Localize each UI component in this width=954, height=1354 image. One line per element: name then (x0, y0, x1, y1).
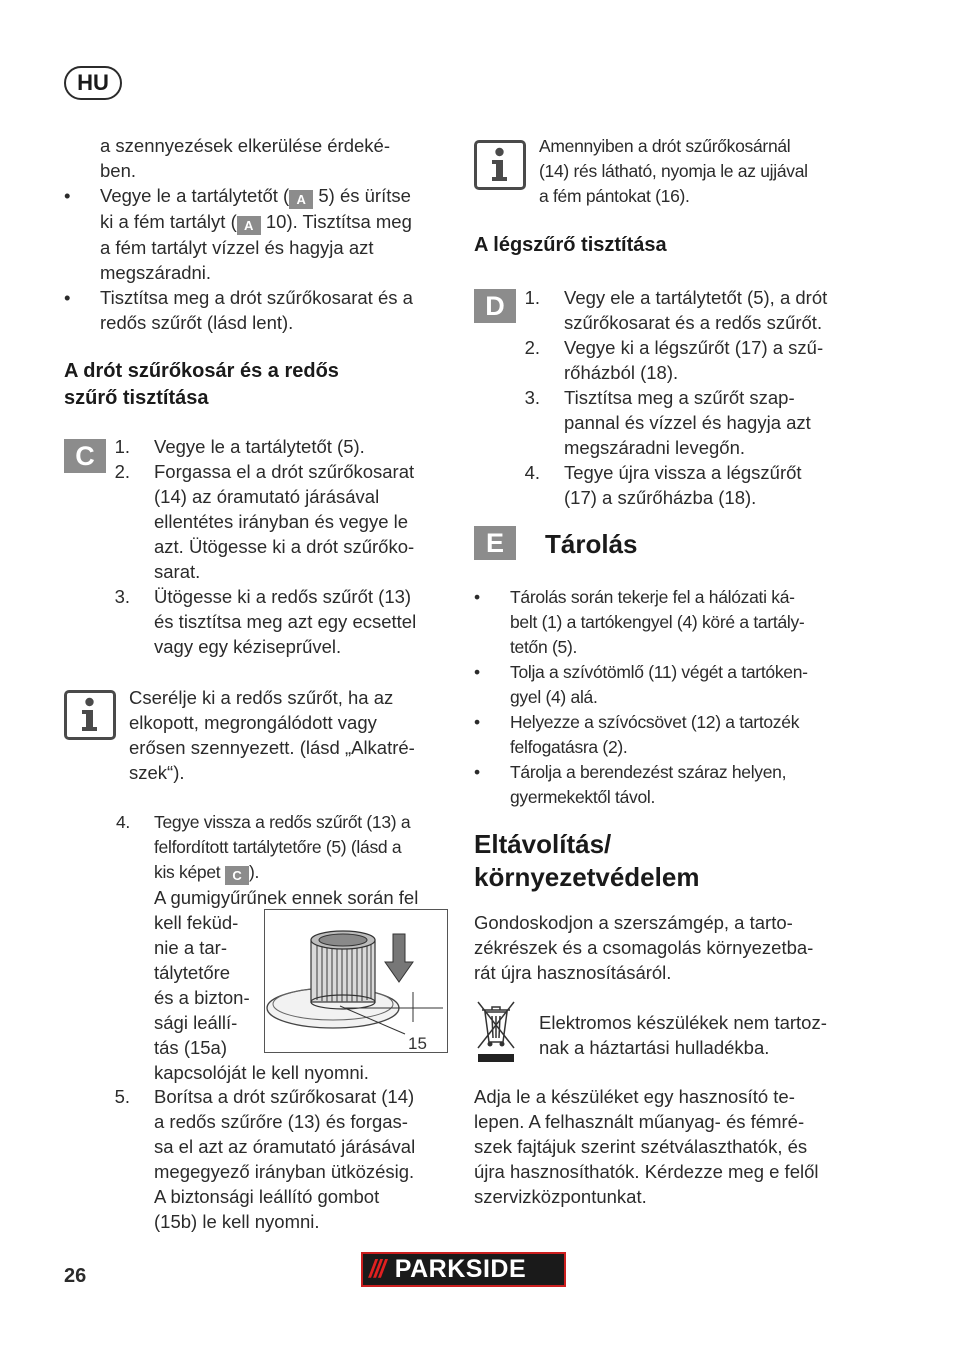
storage-bullets (474, 585, 864, 810)
info-note-replace-filter: Cserélje ki a redős szűrőt, ha az elkopott, megrongálódott vagy erősen szennyezett. (lásd „Alkatré- szek“). (129, 687, 415, 783)
step-d-4: 4. Tegye újra vissza a légszűrőt (17) a szűrőházba (18). (524, 462, 802, 508)
figure-label-15: 15 (408, 1034, 427, 1052)
step-d-3: 3. Tisztítsa meg a szűrőt szap- pannal és vízzel és hagyja azt megszáradni levegőn. (524, 387, 811, 458)
weee-notice: Elektromos készülékek nem tartoz- nak a háztartási hulladékba. (539, 1012, 827, 1058)
figure-a-tag: A (289, 190, 313, 209)
step-c-5: 5. Borítsa a drót szűrőkosarat (14) a redős szűrőre (13) és forgas- sa el azt az óramutató járásával megegyező irányban ütközésig. A biztonsági leállító gombot (15b) le kell nyomni. (114, 1086, 416, 1232)
section-e-letter-box: E (474, 526, 516, 560)
intro-continuation: a szennyezések elkerülése érdeké- ben. (100, 135, 390, 181)
language-badge: HU (64, 66, 122, 100)
section-c-letter-box: C (64, 439, 106, 473)
step-d-1: 1. Vegy ele a tartálytetőt (5), a drót szűrőkosarat és a redős szűrőt. (524, 287, 828, 333)
info-icon (474, 140, 526, 190)
info-icon (64, 690, 116, 740)
step-c-4-continued: A gumigyűrűnek ennek során fel kell feküd- nie a tar- tálytetőre és a bizton- sági leállí- tás (15a) kapcsolóját le kell nyomni. (154, 887, 419, 1083)
bullet-dot: • (64, 185, 71, 206)
steps-c-list (100, 434, 450, 659)
disposal-paragraph-1: Gondoskodjon a szerszámgép, a tarto- zékrészek és a csomagolás környezetba- rát újra hasznosításáról. (474, 912, 814, 983)
disposal-title: Eltávolítás/ környezetvédelem (474, 829, 700, 892)
step-c-3: 3. Ütögesse ki a redős szűrőt (13) és tisztítsa meg azt egy ecsettel vagy egy kéziseprűvel. (114, 586, 417, 657)
bullet-empty-container: • Vegye le a tartálytetőt ( A 5) és ürítse ki a fém tartályt ( A 10). Tisztítsa meg a fém tartályt vízzel és hagyja azt megszáradni. (64, 185, 412, 283)
storage-bullet: • Tárolás során tekerje fel a hálózati ká- belt (1) a tartókengyel (4) köré a tartály- tetőn (5). (474, 587, 805, 657)
parkside-logo (361, 1252, 566, 1287)
info-note-gap: Amennyiben a drót szűrőkosárnál (14) rés látható, nyomja le az ujjával a fém pántokat (16). (539, 136, 808, 206)
disposal-paragraph-2: Adja le a készüléket egy hasznosító te- lepen. A felhasznált műanyag- és fémré- szek fajtájuk szerint szétválaszthatók, és újra hasznosíthatók. Kérdezze meg e felől szervizközpontunkat. (474, 1086, 819, 1207)
filter-illustration (264, 909, 448, 1053)
section-c-title: A drót szűrőkosár és a redős szűrő tisztítása (64, 360, 339, 409)
logo-slashes: /// (369, 1255, 384, 1283)
logo-brand-text: PARKSIDE (394, 1255, 527, 1283)
storage-bullet: • Tárolja a berendezést száraz helyen, gyermekektől távol. (474, 762, 787, 807)
step-d-2: 2. Vegye ki a légszűrőt (17) a szű- rőházból (18). (524, 337, 824, 383)
bullet-dot: • (64, 287, 71, 308)
steps-d-list (510, 285, 870, 510)
section-e-title: Tárolás (545, 529, 638, 559)
weee-crossed-bin-icon (474, 998, 518, 1064)
bullet-clean-filters: • Tisztítsa meg a drót szűrőkosarat és a redős szűrőt (lásd lent). (64, 287, 413, 333)
storage-bullet: • Tolja a szívótömlő (11) végét a tartóken- gyel (4) alá. (474, 662, 808, 707)
page-number: 26 (64, 1265, 87, 1287)
step-c-1: 1. Vegye le a tartálytetőt (5). (114, 436, 365, 457)
section-d-title: A légszűrő tisztítása (474, 234, 667, 256)
step-c-4: 4. Tegye vissza a redős szűrőt (13) a felfordított tartálytetőre (5) (lásd a kis képet C ). (116, 812, 411, 883)
section-d-letter-box: D (474, 289, 516, 323)
left-column (64, 133, 449, 335)
step-c-2: 2. Forgassa el a drót szűrőkosarat (14) az óramutató járásával ellentétes irányban és vegye le azt. Ütögesse ki a drót szűrőko- sarat. (114, 461, 415, 582)
figure-a-tag: A (237, 216, 261, 235)
figure-c-tag: C (225, 866, 249, 885)
storage-bullet: • Helyezze a szívócsövet (12) a tartozék felfogatásra (2). (474, 712, 800, 757)
